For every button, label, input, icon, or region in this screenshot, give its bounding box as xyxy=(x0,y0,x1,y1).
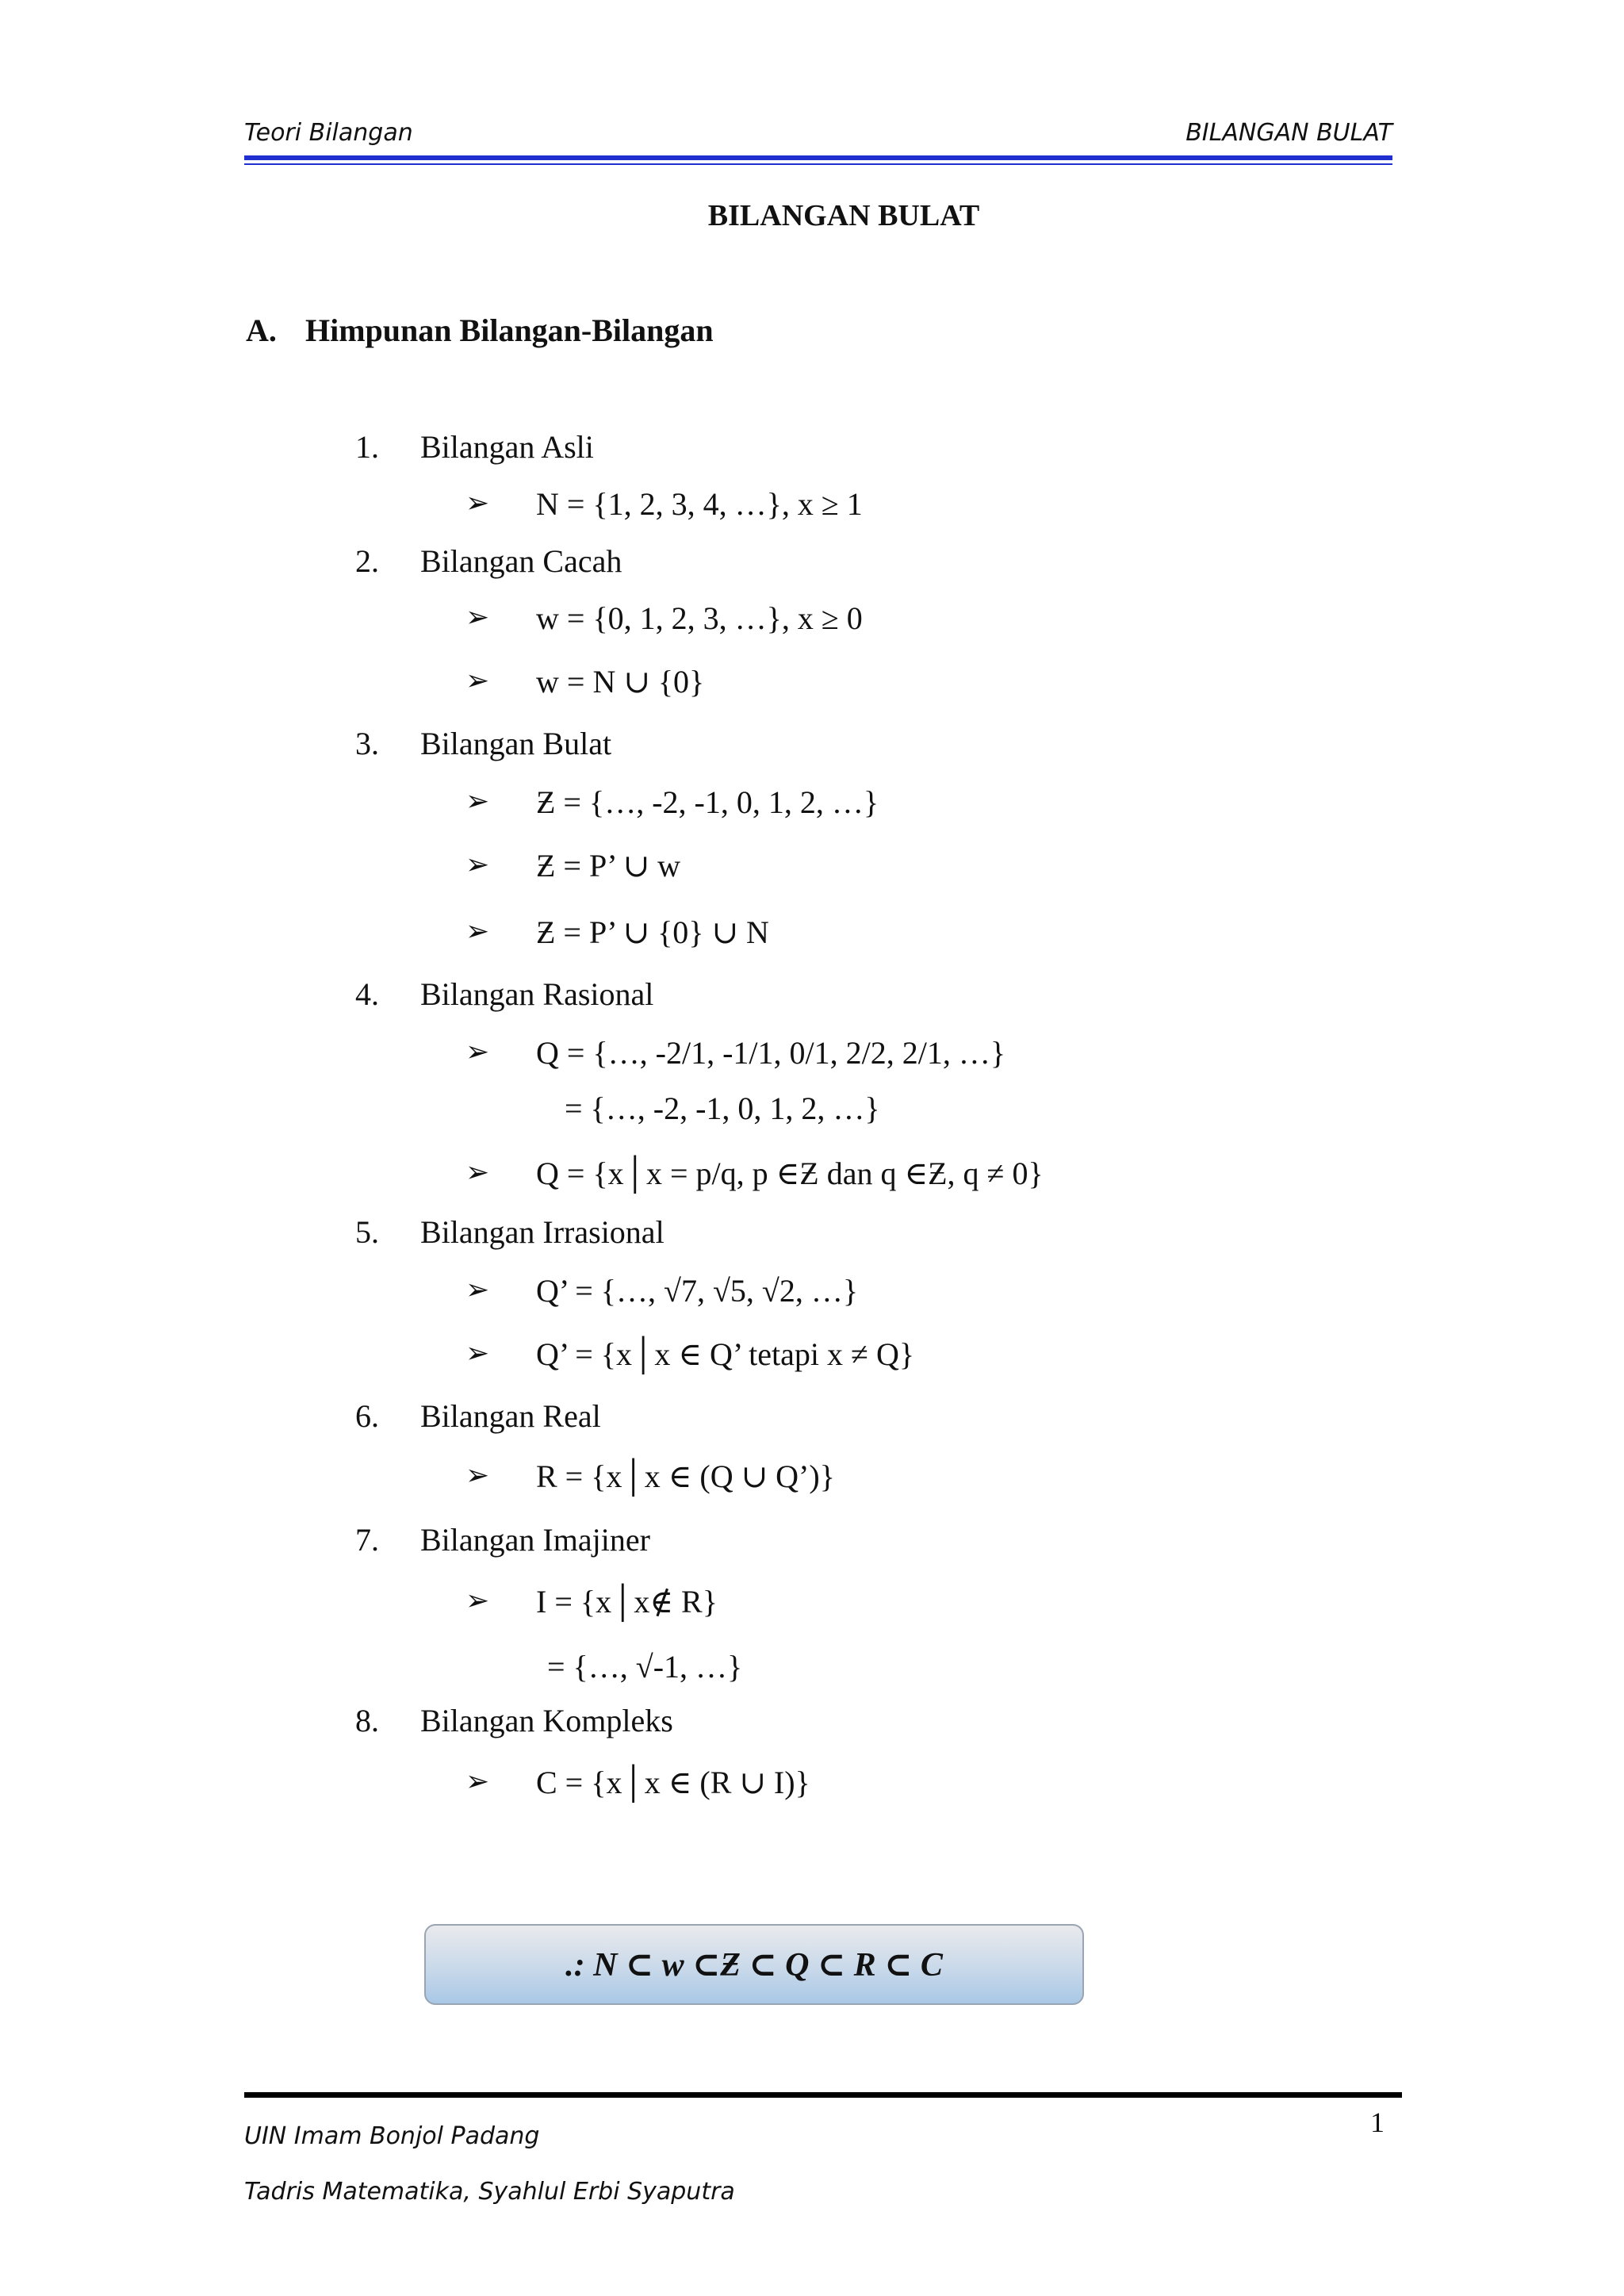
bullet-arrow-icon: ➢ xyxy=(465,1459,490,1492)
header-right-text: BILANGAN BULAT xyxy=(1185,119,1392,147)
footer-author: Tadris Matematika, Syahlul Erbi Syaputra xyxy=(244,2178,735,2206)
item-title: Bilangan Kompleks xyxy=(420,1703,673,1738)
bullet-arrow-icon: ➢ xyxy=(465,785,490,818)
item-number: 3. xyxy=(355,726,379,761)
bullet-formula: w = {0, 1, 2, 3, …}, x ≥ 0 xyxy=(536,600,863,636)
bullet-arrow-icon: ➢ xyxy=(465,1337,490,1370)
item-number: 8. xyxy=(355,1703,379,1738)
item-number: 7. xyxy=(355,1522,379,1558)
item-number: 4. xyxy=(355,976,379,1012)
running-header xyxy=(244,119,1392,151)
bullet-formula: Q = {…, -2/1, -1/1, 0/1, 2/2, 2/1, …} xyxy=(536,1035,1006,1071)
bullet-formula: Ƶ = P’ ∪ {0} ∪ N xyxy=(536,914,769,950)
bullet-arrow-icon: ➢ xyxy=(465,1274,490,1306)
bullet-formula: Q’ = {x│x ∈ Q’ tetapi x ≠ Q} xyxy=(536,1336,915,1372)
footer-institution: UIN Imam Bonjol Padang xyxy=(244,2122,540,2150)
document-title: BILANGAN BULAT xyxy=(707,199,980,232)
bullet-formula: N = {1, 2, 3, 4, …}, x ≥ 1 xyxy=(536,486,863,522)
item-number: 2. xyxy=(355,543,379,579)
bullet-arrow-icon: ➢ xyxy=(465,487,490,519)
item-title: Bilangan Imajiner xyxy=(420,1522,650,1558)
header-rule-thin xyxy=(244,163,1392,165)
formula-continuation: = {…, -2, -1, 0, 1, 2, …} xyxy=(565,1091,880,1126)
bullet-formula: R = {x│x ∈ (Q ∪ Q’)} xyxy=(536,1458,835,1494)
item-number: 6. xyxy=(355,1398,379,1434)
footer-rule xyxy=(244,2092,1402,2098)
bullet-arrow-icon: ➢ xyxy=(465,915,490,948)
summary-formula: .: N ⊂ w ⊂Ƶ ⊂ Q ⊂ R ⊂ C xyxy=(565,1947,943,1984)
item-title: Bilangan Cacah xyxy=(420,543,622,579)
bullet-arrow-icon: ➢ xyxy=(465,1036,490,1068)
item-number: 5. xyxy=(355,1214,379,1250)
bullet-formula: Ƶ = P’ ∪ w xyxy=(536,848,680,884)
page-number: 1 xyxy=(1370,2106,1385,2138)
item-title: Bilangan Irrasional xyxy=(420,1214,665,1250)
bullet-formula: Q = {x│x = p/q, p ∈Ƶ dan q ∈Ƶ, q ≠ 0} xyxy=(536,1156,1044,1191)
item-title: Bilangan Rasional xyxy=(420,976,654,1012)
bullet-arrow-icon: ➢ xyxy=(465,1765,490,1798)
bullet-arrow-icon: ➢ xyxy=(465,601,490,634)
bullet-formula: I = {x│x∉ R} xyxy=(536,1584,718,1619)
bullet-formula: Ƶ = {…, -2, -1, 0, 1, 2, …} xyxy=(536,784,879,820)
item-title: Bilangan Real xyxy=(420,1398,601,1434)
bullet-formula: C = {x│x ∈ (R ∪ I)} xyxy=(536,1765,810,1800)
section-heading xyxy=(246,312,714,349)
summary-box xyxy=(424,1924,1084,2005)
bullet-arrow-icon: ➢ xyxy=(465,1156,490,1189)
header-rule-thick xyxy=(244,155,1392,160)
section-heading-text: Himpunan Bilangan-Bilangan xyxy=(305,312,714,348)
item-title: Bilangan Asli xyxy=(420,429,594,465)
item-title: Bilangan Bulat xyxy=(420,726,612,761)
bullet-formula: w = N ∪ {0} xyxy=(536,664,705,700)
bullet-arrow-icon: ➢ xyxy=(465,1585,490,1617)
bullet-arrow-icon: ➢ xyxy=(465,665,490,697)
bullet-formula: Q’ = {…, √7, √5, √2, …} xyxy=(536,1273,859,1309)
header-left-text: Teori Bilangan xyxy=(244,119,413,147)
formula-continuation: = {…, √-1, …} xyxy=(547,1649,743,1685)
item-number: 1. xyxy=(355,429,379,465)
bullet-arrow-icon: ➢ xyxy=(465,849,490,881)
section-letter: A. xyxy=(246,312,277,348)
